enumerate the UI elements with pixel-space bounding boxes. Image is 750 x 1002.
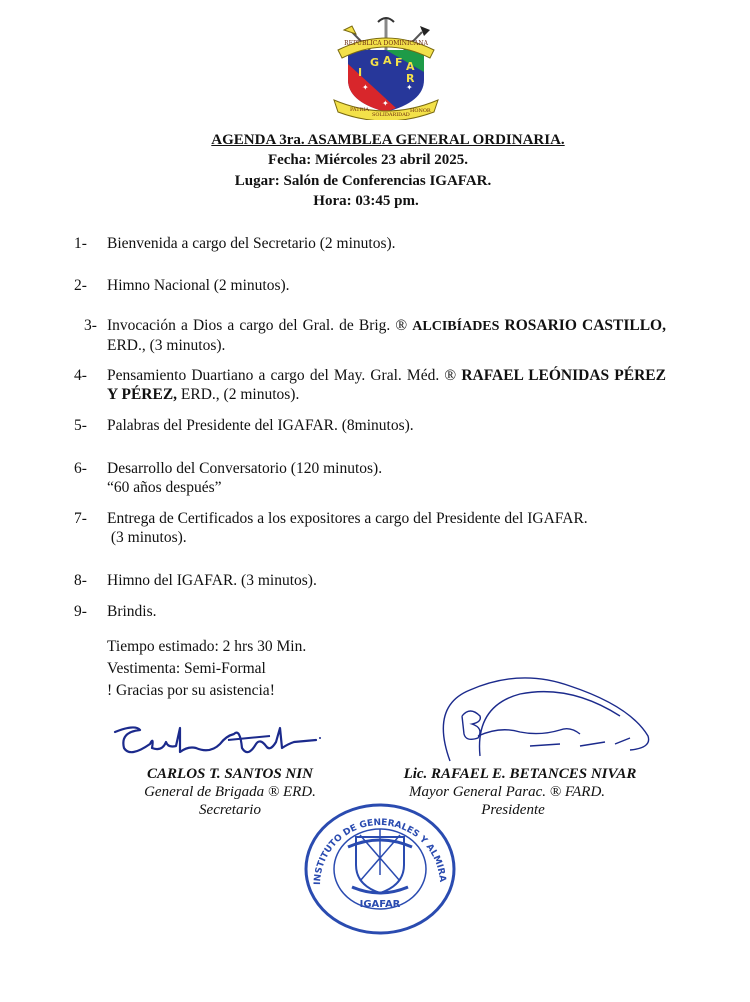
- item-subtitle: “60 años después”: [107, 479, 222, 496]
- signer-name: CARLOS T. SANTOS NIN: [147, 766, 313, 782]
- item-number: 3-: [84, 317, 97, 334]
- svg-text:PATRIA: PATRIA: [350, 107, 369, 113]
- agenda-item-9: [74, 602, 666, 622]
- dress-code: Vestimenta: Semi-Formal: [107, 660, 266, 677]
- svg-text:✦: ✦: [362, 83, 369, 92]
- svg-text:A: A: [383, 54, 392, 67]
- signature-block-secretario: [130, 765, 330, 819]
- item-number: 1-: [74, 235, 87, 252]
- item-text: Brindis.: [107, 603, 157, 620]
- item-text: Himno Nacional (2 minutos).: [107, 277, 290, 294]
- item-number: 2-: [74, 277, 87, 294]
- item-text: Palabras del Presidente del IGAFAR. (8minutos).: [107, 417, 414, 434]
- agenda-item-1: [74, 234, 666, 254]
- seal-center-text: IGAFAR: [359, 899, 401, 910]
- meeting-location: Lugar: Salón de Conferencias IGAFAR.: [234, 173, 492, 189]
- signer-rank: Mayor General Parac. ® FARD.: [408, 784, 606, 800]
- item-text: Himno del IGAFAR. (3 minutos).: [107, 572, 317, 589]
- signer-role: Secretario: [199, 802, 261, 818]
- svg-text:I: I: [358, 66, 363, 79]
- item-number: 9-: [74, 603, 87, 620]
- signature-presidente: [430, 676, 655, 766]
- signer-role: Presidente: [481, 802, 545, 818]
- estimated-time: Tiempo estimado: 2 hrs 30 Min.: [107, 638, 307, 655]
- meeting-date: Fecha: Miércoles 23 abril 2025.: [267, 152, 469, 168]
- svg-text:✦: ✦: [406, 83, 413, 92]
- svg-text:HONOR: HONOR: [410, 108, 431, 114]
- item-text: Invocación a Dios a cargo del Gral. de Brig. ® ALCIBÍADES ROSARIO CASTILLO, ERD., (3 minutos).: [107, 317, 666, 354]
- svg-text:✦: ✦: [382, 99, 389, 108]
- seal-ring-text: INSTITUTO DE GENERALES Y ALMIRA: [312, 817, 448, 886]
- item-number: 7-: [74, 510, 87, 527]
- svg-text:SOLIDARIDAD: SOLIDARIDAD: [372, 112, 410, 118]
- signer-rank: General de Brigada ® ERD.: [144, 784, 316, 800]
- agenda-item-3: [74, 316, 666, 356]
- document-title: AGENDA 3ra. ASAMBLEA GENERAL ORDINARIA.: [211, 132, 565, 148]
- meeting-time: Hora: 03:45 pm.: [313, 193, 419, 209]
- agenda-item-7: [74, 509, 666, 549]
- item-number: 5-: [74, 417, 87, 434]
- svg-text:R: R: [406, 72, 415, 85]
- agenda-item-6: [74, 459, 666, 499]
- item-text: Desarrollo del Conversatorio (120 minutos).: [107, 460, 383, 477]
- signer-name: Lic. RAFAEL E. BETANCES NIVAR: [403, 766, 637, 782]
- item-duration: (3 minutos).: [107, 529, 187, 546]
- agenda-item-8: [74, 571, 666, 591]
- item-number: 4-: [74, 367, 87, 384]
- svg-text:A: A: [406, 60, 415, 73]
- agenda-item-4: [74, 366, 666, 406]
- svg-text:F: F: [395, 56, 403, 69]
- logo-ribbon-top: REPÚBLICA DOMINICANA: [344, 40, 428, 47]
- signature-secretario: [110, 718, 325, 768]
- item-text: Pensamiento Duartiano a cargo del May. Gral. Méd. ® RAFAEL LEÓNIDAS PÉREZ Y PÉREZ, ERD., (2 minutos).: [107, 367, 666, 403]
- item-text: Entrega de Certificados a los expositores a cargo del Presidente del IGAFAR.: [107, 510, 588, 527]
- item-number: 8-: [74, 572, 87, 589]
- institution-seal: [302, 795, 458, 935]
- thanks-note: ! Gracias por su asistencia!: [107, 682, 275, 699]
- svg-text:G: G: [370, 56, 380, 69]
- igafar-logo: [330, 14, 442, 120]
- agenda-item-5: [74, 416, 666, 436]
- agenda-item-2: [74, 276, 666, 296]
- item-text: Bienvenida a cargo del Secretario (2 minutos).: [107, 235, 396, 252]
- item-number: 6-: [74, 460, 87, 477]
